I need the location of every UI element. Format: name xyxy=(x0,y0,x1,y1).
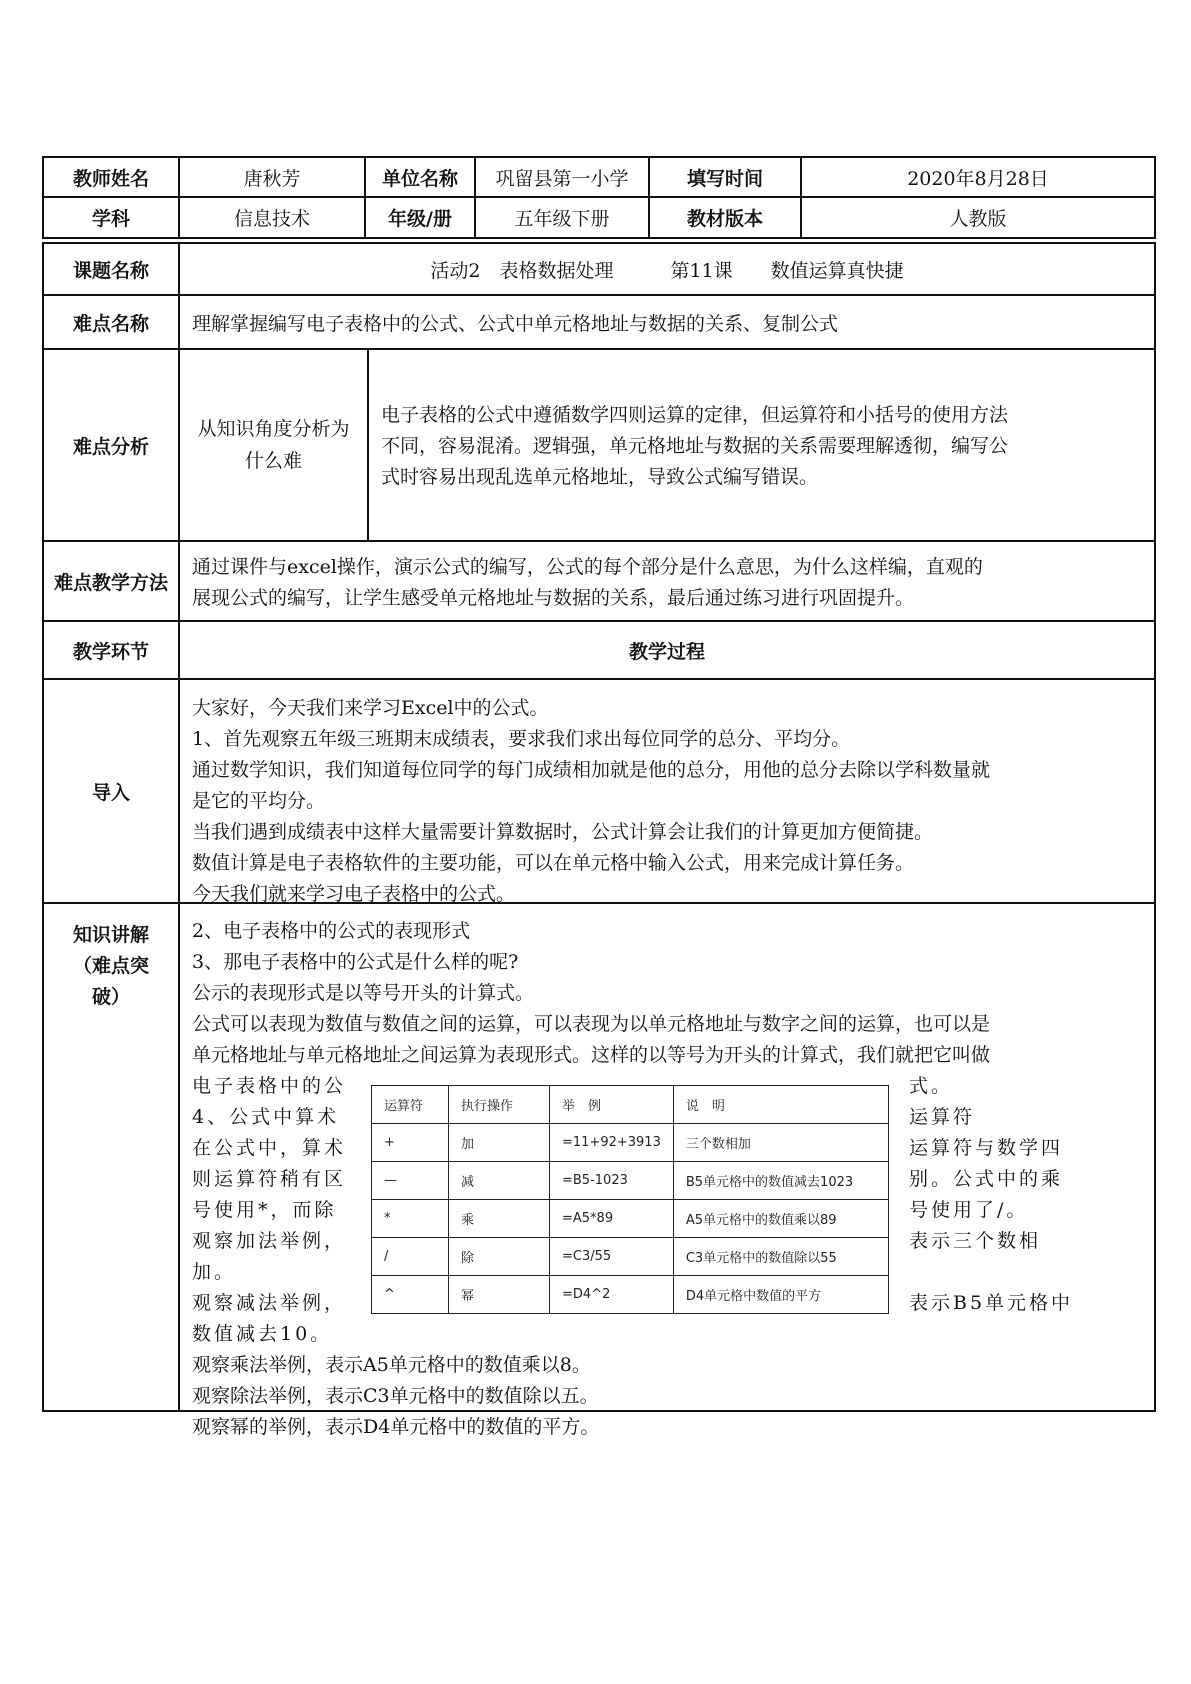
knowledge-bottom-line-1: 观察乘法举例，表示A5单元格中的数值乘以8。 xyxy=(192,1354,591,1376)
analysis-sublabel-line-2: 什么难 xyxy=(244,450,302,472)
ops-cell-example: =D4^2 xyxy=(550,1276,674,1314)
operators-table-row xyxy=(372,1276,889,1314)
knowledge-left-line-2: 4、公式中算术 xyxy=(192,1106,340,1128)
knowledge-left-line-4: 则运算符稍有区 xyxy=(192,1168,347,1190)
ops-cell-description: C3单元格中的数值除以55 xyxy=(673,1238,888,1276)
knowledge-label xyxy=(44,904,180,1410)
knowledge-bottom-line-3: 观察幂的举例，表示D4单元格中的数值的平方。 xyxy=(192,1416,600,1438)
date-value: 2020年8月28日 xyxy=(907,167,1049,190)
operators-table-row xyxy=(372,1124,889,1162)
ops-cell-description: A5单元格中的数值乘以89 xyxy=(673,1200,888,1238)
topic-row xyxy=(42,242,1156,296)
knowledge-left-line-1: 电子表格中的公 xyxy=(192,1075,347,1097)
operators-table-row xyxy=(372,1162,889,1200)
knowledge-right-line-2: 运算符 xyxy=(909,1106,976,1128)
operators-table-header xyxy=(372,1086,889,1124)
process-header-row xyxy=(42,622,1156,680)
ops-cell-operation: 减 xyxy=(449,1162,550,1200)
ops-cell-description: B5单元格中的数值减去1023 xyxy=(673,1162,888,1200)
analysis-text xyxy=(369,350,1154,540)
operators-table-wrap xyxy=(360,1071,903,1350)
difficulty-label: 难点名称 xyxy=(44,296,180,348)
info-row-2 xyxy=(42,198,1156,239)
knowledge-left-line-6: 观察加法举例， xyxy=(192,1230,347,1252)
ops-cell-description: 三个数相加 xyxy=(673,1124,888,1162)
operators-table-row xyxy=(372,1200,889,1238)
knowledge-right-line-1: 式。 xyxy=(909,1075,954,1097)
ops-cell-operator: ^ xyxy=(372,1276,449,1314)
ops-cell-example: =11+92+3913 xyxy=(550,1124,674,1162)
ops-header-description: 说 明 xyxy=(673,1086,888,1124)
teacher-value: 唐秋芳 xyxy=(180,158,366,196)
lesson-plan-table xyxy=(42,156,1156,1438)
knowledge-label-line-1: 知识讲解 xyxy=(72,924,149,946)
method-line-1: 通过课件与excel操作，演示公式的编写，公式的每个部分是什么意思，为什么这样编，直观的 xyxy=(192,556,983,578)
knowledge-left-line-8: 观察减法举例， xyxy=(192,1292,347,1314)
ops-cell-operation: 加 xyxy=(449,1124,550,1162)
difficulty-row xyxy=(42,296,1156,350)
teacher-label: 教师姓名 xyxy=(44,158,180,196)
ops-cell-operation: 乘 xyxy=(449,1200,550,1238)
ops-cell-example: =C3/55 xyxy=(550,1238,674,1276)
info-row-1 xyxy=(42,156,1156,198)
unit-label: 单位名称 xyxy=(366,158,476,196)
analysis-sublabel xyxy=(180,350,369,540)
method-text xyxy=(180,542,1154,620)
knowledge-right-line-5: 号使用了/。 xyxy=(909,1199,1029,1221)
knowledge-label-line-2: （难点突 xyxy=(72,955,149,977)
ops-cell-example: =B5-1023 xyxy=(550,1162,674,1200)
ops-cell-operation: 除 xyxy=(449,1238,550,1276)
grade-label: 年级/册 xyxy=(366,198,476,237)
ops-cell-operator: / xyxy=(372,1238,449,1276)
edition-label: 教材版本 xyxy=(650,198,802,237)
process-title: 教学过程 xyxy=(628,640,705,663)
operators-table xyxy=(371,1085,889,1314)
knowledge-left-line-5: 号使用*，而除 xyxy=(192,1199,337,1221)
intro-line-4: 是它的平均分。 xyxy=(192,790,326,812)
intro-line-1: 大家好，今天我们来学习Excel中的公式。 xyxy=(192,697,549,719)
knowledge-line-3: 公示的表现形式是以等号开头的计算式。 xyxy=(192,982,535,1004)
intro-line-7: 今天我们就来学习电子表格中的公式。 xyxy=(192,883,516,905)
knowledge-left-line-3: 在公式中，算术 xyxy=(192,1137,347,1159)
knowledge-left-line-9: 数值减去10。 xyxy=(192,1323,333,1345)
topic-label: 课题名称 xyxy=(44,244,180,294)
analysis-line-1: 电子表格的公式中遵循数学四则运算的定律，但运算符和小括号的使用方法 xyxy=(381,404,1009,426)
knowledge-line-2: 3、那电子表格中的公式是什么样的呢? xyxy=(192,951,519,973)
method-row xyxy=(42,542,1156,622)
subject-value: 信息技术 xyxy=(180,198,366,237)
intro-label: 导入 xyxy=(44,680,180,902)
intro-row xyxy=(42,680,1156,904)
knowledge-content xyxy=(180,904,1154,1438)
analysis-sublabel-line-1: 从知识角度分析为 xyxy=(197,418,350,440)
knowledge-line-4: 公式可以表现为数值与数值之间的运算，可以表现为以单元格地址与数字之间的运算，也可以是 xyxy=(192,1013,991,1035)
subject-label: 学科 xyxy=(44,198,180,237)
analysis-label: 难点分析 xyxy=(44,350,180,540)
knowledge-line-1: 2、电子表格中的公式的表现形式 xyxy=(192,920,471,942)
difficulty-value: 理解掌握编写电子表格中的公式、公式中单元格地址与数据的关系、复制公式 xyxy=(192,312,839,335)
ops-header-operator: 运算符 xyxy=(372,1086,449,1124)
knowledge-label-line-3: 破） xyxy=(91,986,130,1008)
method-label: 难点教学方法 xyxy=(44,542,180,620)
ops-header-example: 举 例 xyxy=(550,1086,674,1124)
unit-value: 巩留县第一小学 xyxy=(476,158,650,196)
knowledge-right-line-4: 别。公式中的乘 xyxy=(909,1168,1064,1190)
knowledge-bottom-line-2: 观察除法举例，表示C3单元格中的数值除以五。 xyxy=(192,1385,599,1407)
process-label: 教学环节 xyxy=(44,622,180,678)
knowledge-right-line-7 xyxy=(909,1257,1142,1288)
knowledge-line-5: 单元格地址与单元格地址之间运算为表现形式。这样的以等号为开头的计算式，我们就把它叫做 xyxy=(192,1044,991,1066)
ops-cell-operator: — xyxy=(372,1162,449,1200)
knowledge-wrap-area xyxy=(192,1071,1142,1350)
ops-cell-operation: 幂 xyxy=(449,1276,550,1314)
ops-cell-example: =A5*89 xyxy=(550,1200,674,1238)
ops-cell-operator: + xyxy=(372,1124,449,1162)
intro-line-3: 通过数学知识，我们知道每位同学的每门成绩相加就是他的总分，用他的总分去除以学科数量就 xyxy=(192,759,991,781)
operators-table-row xyxy=(372,1238,889,1276)
ops-cell-operator: * xyxy=(372,1200,449,1238)
knowledge-row xyxy=(42,904,1156,1438)
knowledge-left-line-7: 加。 xyxy=(192,1261,237,1283)
topic-value: 活动2 表格数据处理 第11课 数值运算真快捷 xyxy=(430,259,904,282)
intro-line-6: 数值计算是电子表格软件的主要功能，可以在单元格中输入公式，用来完成计算任务。 xyxy=(192,852,915,874)
knowledge-left-column xyxy=(192,1071,360,1350)
ops-cell-description: D4单元格中数值的平方 xyxy=(673,1276,888,1314)
ops-header-operation: 执行操作 xyxy=(449,1086,550,1124)
analysis-row xyxy=(42,350,1156,542)
knowledge-right-line-8: 表示B5单元格中 xyxy=(909,1292,1074,1314)
analysis-line-3: 式时容易出现乱选单元格地址，导致公式编写错误。 xyxy=(381,466,819,488)
knowledge-right-column xyxy=(903,1071,1142,1350)
method-line-2: 展现公式的编写，让学生感受单元格地址与数据的关系，最后通过练习进行巩固提升。 xyxy=(192,587,915,609)
edition-value: 人教版 xyxy=(949,208,1007,230)
knowledge-right-line-6: 表示三个数相 xyxy=(909,1230,1042,1252)
intro-line-5: 当我们遇到成绩表中这样大量需要计算数据时，公式计算会让我们的计算更加方便简捷。 xyxy=(192,821,934,843)
grade-value: 五年级下册 xyxy=(476,198,650,237)
intro-line-2: 1、首先观察五年级三班期末成绩表，要求我们求出每位同学的总分、平均分。 xyxy=(192,728,851,750)
analysis-line-2: 不同，容易混淆。逻辑强，单元格地址与数据的关系需要理解透彻，编写公 xyxy=(381,435,1009,457)
intro-text xyxy=(180,680,1154,905)
knowledge-right-line-3: 运算符与数学四 xyxy=(909,1137,1064,1159)
date-label: 填写时间 xyxy=(650,158,802,196)
